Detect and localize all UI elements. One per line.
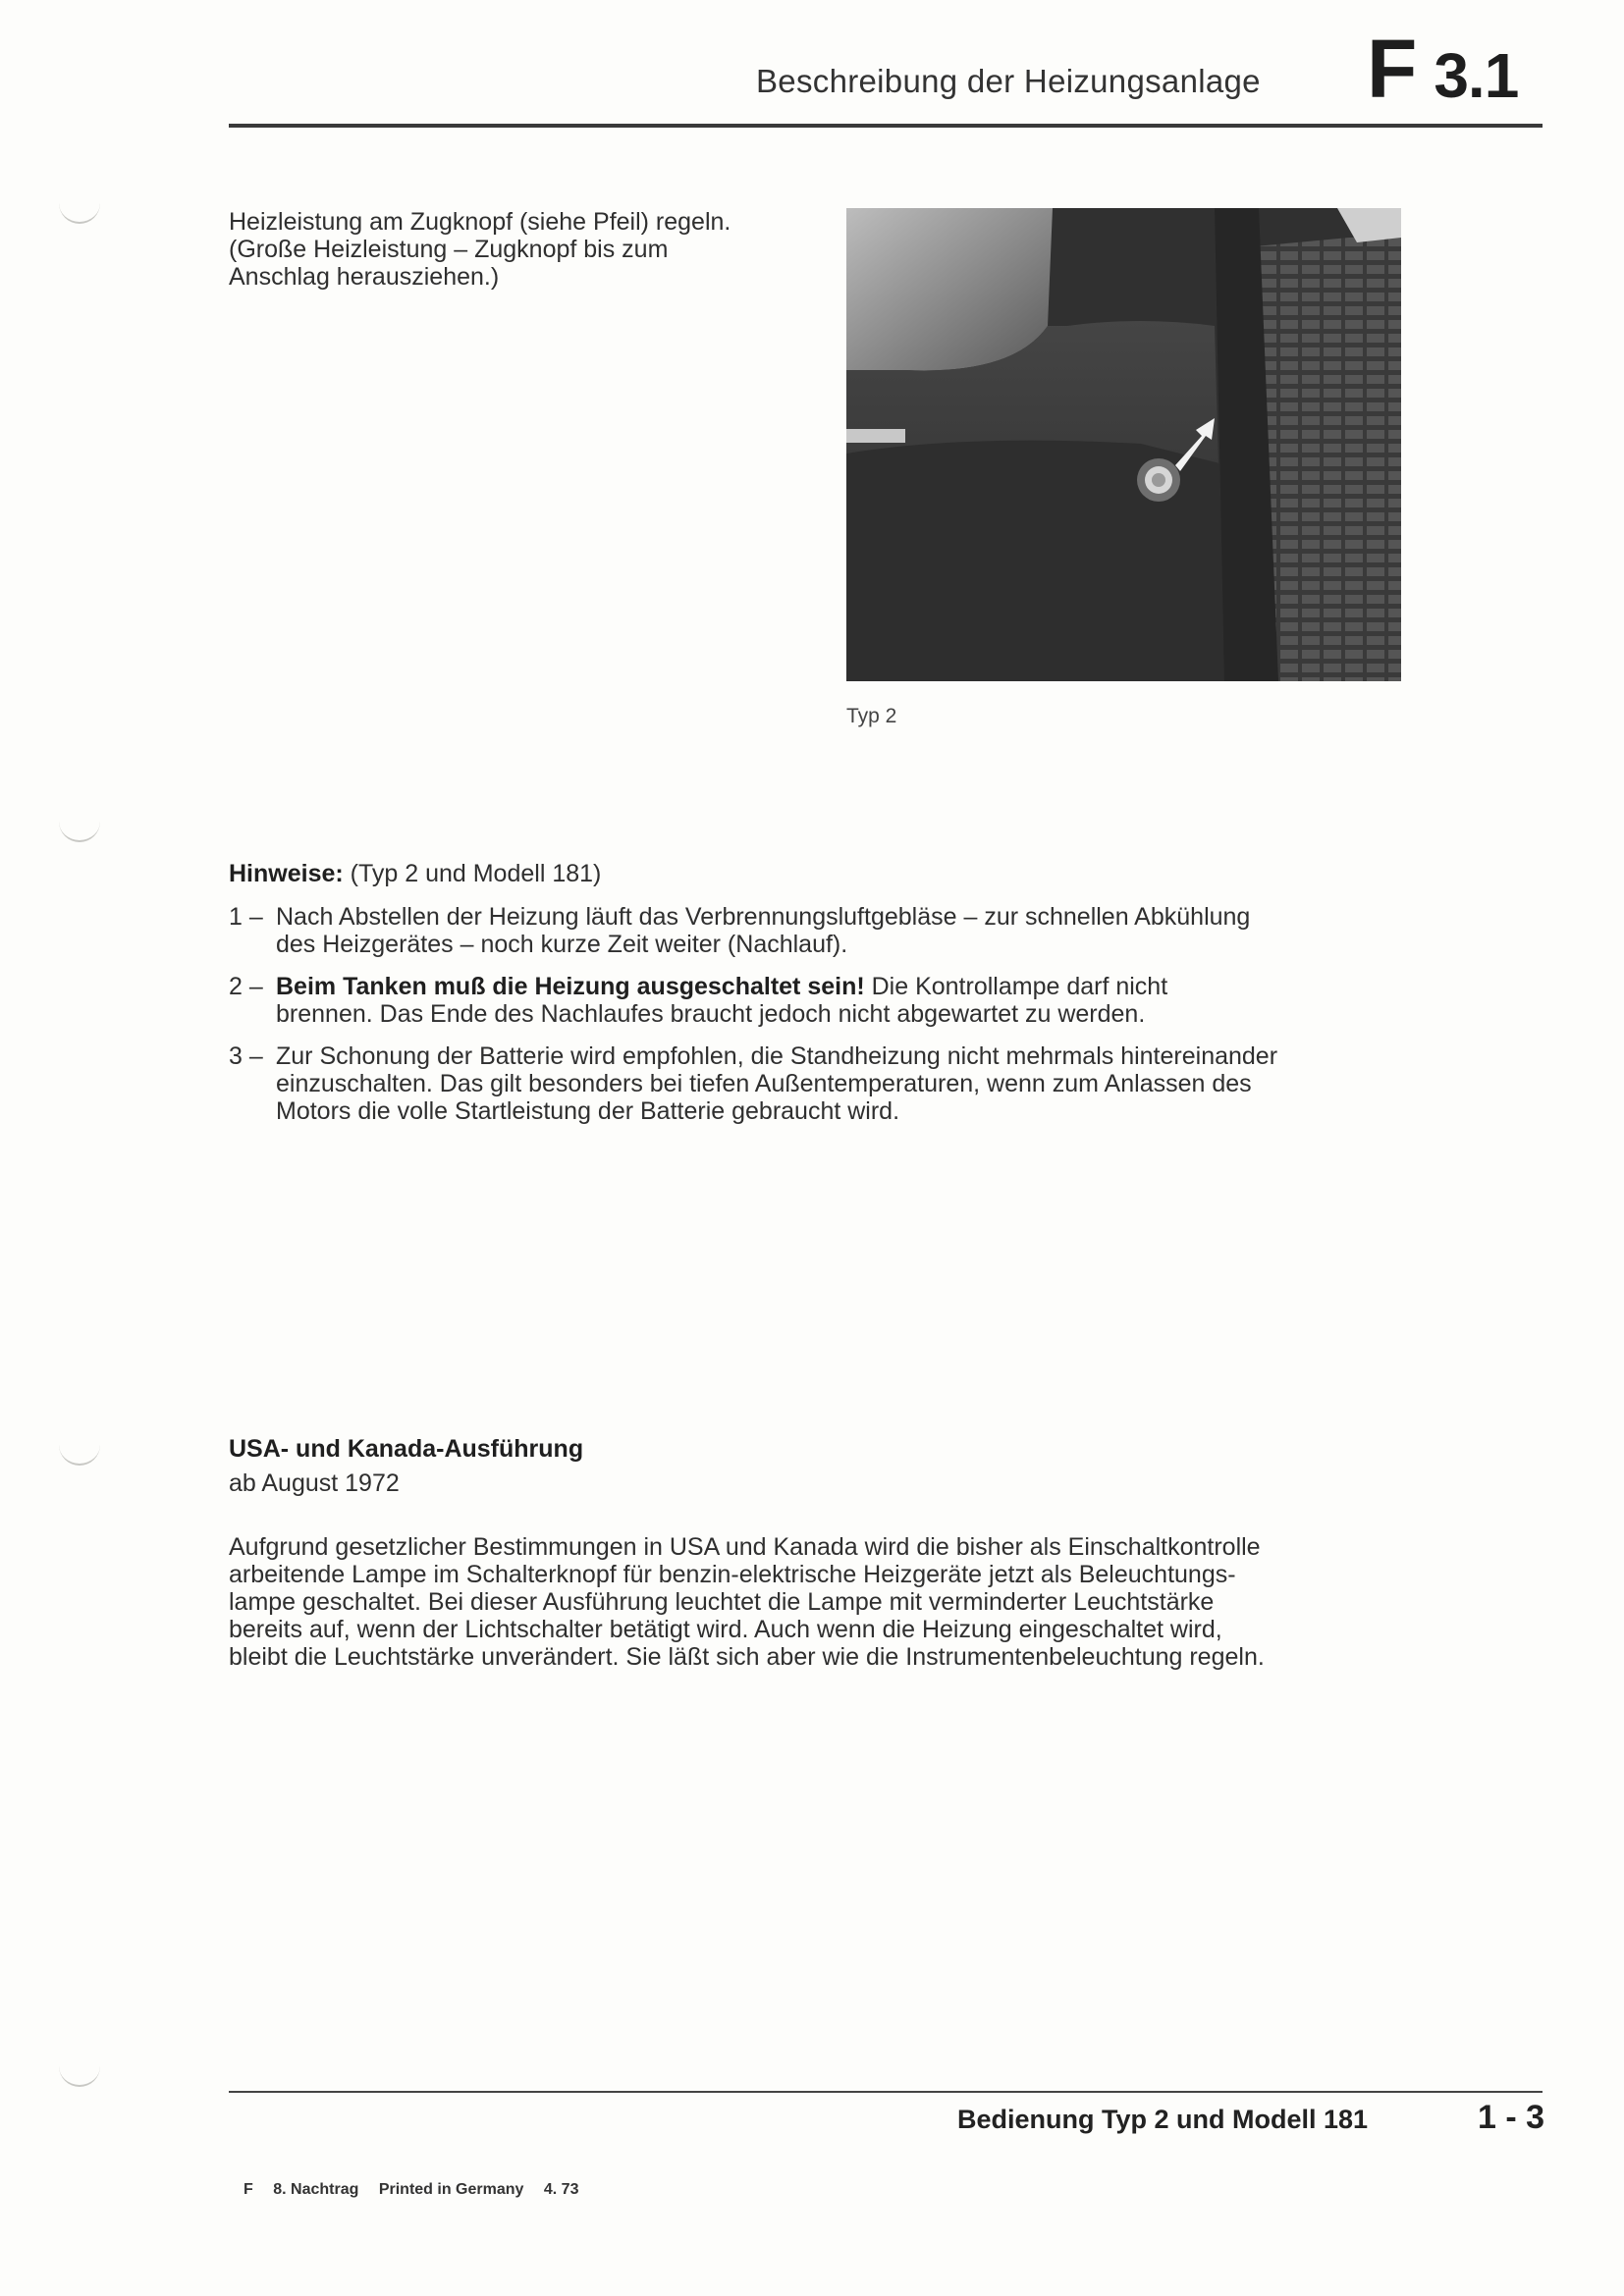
intro-line: Heizleistung am Zugknopf (siehe Pfeil) regeln. [229,208,731,236]
footer-rule [229,2091,1543,2093]
note-warning: Beim Tanken muß die Heizung ausgeschaltet sein! [276,973,865,1000]
note-line: Zur Schonung der Batterie wird empfohlen, die Standheizung nicht mehrmals hintereinander [276,1042,1278,1070]
usa-line: bereits auf, wenn der Lichtschalter betätigt wird. Auch wenn die Heizung eingeschaltet wird, [229,1616,1222,1643]
imprint-printed: Printed in Germany [378,2181,524,2198]
note-line: Nach Abstellen der Heizung läuft das Verbrennungsluftgebläse – zur schnellen Abkühlung [276,903,1251,931]
note-line: des Heizgerätes – noch kurze Zeit weiter (Nachlauf). [276,931,848,958]
notes-heading [229,860,601,887]
intro-line: Anschlag herausziehen.) [229,263,500,291]
imprint-supplement: 8. Nachtrag [273,2181,359,2198]
imprint-date: 4. 73 [543,2181,579,2198]
note-line: Motors die volle Startleistung der Batterie gebraucht wird. [276,1097,900,1125]
figure-caption: Typ 2 [846,705,897,727]
note-number: 1 – [229,903,263,931]
usa-heading: USA- und Kanada-Ausführung [229,1435,584,1463]
note-number: 2 – [229,973,263,1000]
section-letter: F [1367,23,1417,115]
margin-mark [59,2059,100,2087]
page-title: Beschreibung der Heizungsanlage [756,63,1261,99]
margin-mark [59,1438,100,1466]
note-line-rest: Die Kontrollampe darf nicht [864,973,1168,1000]
usa-line: Aufgrund gesetzlicher Bestimmungen in USA und Kanada wird die bisher als Einschaltkontrolle [229,1533,1261,1561]
usa-line: bleibt die Leuchtstärke unverändert. Sie läßt sich aber wie die Instrumentenbeleuchtung regeln. [229,1643,1265,1671]
note-line: einzuschalten. Das gilt besonders bei tiefen Außentemperaturen, wenn zum Anlassen des [276,1070,1252,1097]
intro-line: (Große Heizleistung – Zugknopf bis zum [229,236,669,263]
margin-mark [59,196,100,224]
section-code [1367,22,1518,117]
intro-paragraph [229,208,808,291]
note-item [229,973,1564,1028]
usa-date: ab August 1972 [229,1469,400,1497]
notes-scope: (Typ 2 und Modell 181) [350,860,602,887]
usa-line: lampe geschaltet. Bei dieser Ausführung leuchtet die Lampe mit verminderter Leuchtstärke [229,1588,1215,1616]
header-rule [229,124,1543,128]
page-number: 1 - 3 [1478,2099,1545,2136]
heater-knob-photo [846,208,1401,681]
usa-line: arbeitende Lampe im Schalterknopf für benzin-elektrische Heizgeräte jetzt als Beleuchtungs- [229,1561,1236,1588]
section-number: 3.1 [1434,40,1519,111]
imprint-code: F [244,2181,253,2198]
imprint [244,2181,594,2199]
note-line: brennen. Das Ende des Nachlaufes braucht jedoch nicht abgewartet zu werden. [276,1000,1146,1028]
note-number: 3 – [229,1042,263,1070]
note-line [276,973,1564,1000]
note-item [229,1042,1564,1125]
usa-paragraph [229,1533,1564,1671]
margin-mark [59,815,100,842]
footer-title: Bedienung Typ 2 und Modell 181 [957,2105,1369,2134]
note-item [229,903,1564,958]
notes-label: Hinweise: [229,860,344,887]
